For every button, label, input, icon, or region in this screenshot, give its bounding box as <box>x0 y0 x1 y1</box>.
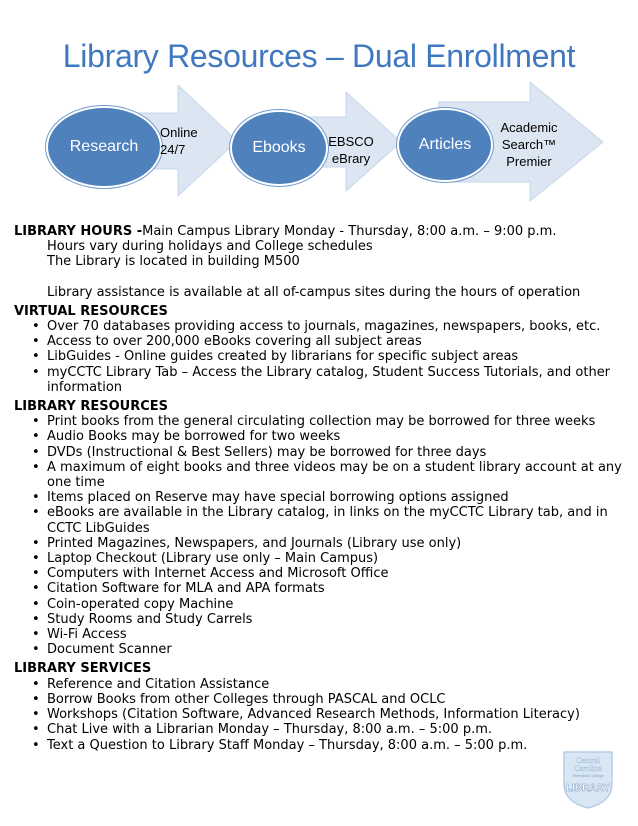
list-item: • myCCTC Library Tab – Access the Library catalog, Student Success Tutorials, and other information <box>47 365 628 395</box>
list-item: • Workshops (Citation Software, Advanced Research Methods, Information Literacy) <box>47 707 628 722</box>
arrow-2-line-1: EBSCO <box>328 134 374 149</box>
page-title: Library Resources – Dual Enrollment <box>62 38 576 74</box>
services-heading: LIBRARY SERVICES <box>14 661 152 677</box>
process-diagram <box>0 78 638 218</box>
list-item: • Reference and Citation Assistance <box>47 677 628 692</box>
list-item: • Text a Question to Library Staff Monday – Thursday, 8:00 a.m. – 5:00 p.m. <box>47 738 628 753</box>
list-item: • A maximum of eight books and three videos may be on a student library account at any one time <box>47 460 628 490</box>
hours-line-2: Hours vary during holidays and College schedules <box>47 239 373 255</box>
arrow-1-line-1: Online <box>160 125 198 140</box>
list-item: • Laptop Checkout (Library use only – Main Campus) <box>47 551 628 566</box>
list-item: • Borrow Books from other Colleges through PASCAL and OCLC <box>47 692 628 707</box>
arrow-text-2 <box>328 133 374 167</box>
list-item: • Over 70 databases providing access to journals, magazines, newspapers, books, etc. <box>47 319 628 334</box>
arrow-3-line-3: Premier <box>506 154 552 169</box>
hours-line-4: Library assistance is available at all of-campus sites during the hours of operation <box>47 284 581 300</box>
arrow-1-line-2: 24/7 <box>160 142 186 157</box>
list-item: • Chat Live with a Librarian Monday – Thursday, 8:00 a.m. – 5:00 p.m. <box>47 722 628 737</box>
list-item: • DVDs (Instructional & Best Sellers) may be borrowed for three days <box>47 445 628 460</box>
arrow-3-line-2: Search™ <box>501 137 557 152</box>
hours-line <box>14 224 628 239</box>
services-list <box>14 677 628 753</box>
logo-word: LIBRARY <box>565 783 611 794</box>
virtual-list <box>14 319 628 395</box>
list-item: • Wi-Fi Access <box>47 627 628 642</box>
arrow-text-1 <box>160 124 198 158</box>
list-item: • eBooks are available in the Library catalog, in links on the myCCTC Library tab, and in CCTC LibGuides <box>47 505 628 535</box>
list-item: • LibGuides - Online guides created by librarians for specific subject areas <box>47 349 628 364</box>
logo-line-2: Carolina <box>574 764 602 773</box>
logo-line-1: Central <box>576 756 600 765</box>
list-item: • Items placed on Reserve may have special borrowing options assigned <box>47 490 628 505</box>
list-item: • Print books from the general circulating collection may be borrowed for three weeks <box>47 414 628 429</box>
list-item: • Printed Magazines, Newspapers, and Journals (Library use only) <box>47 536 628 551</box>
arrow-3-line-1: Academic <box>500 120 558 135</box>
list-item: • Citation Software for MLA and APA formats <box>47 581 628 596</box>
list-item: • Document Scanner <box>47 642 628 657</box>
resources-heading: LIBRARY RESOURCES <box>14 399 168 415</box>
hours-label: LIBRARY HOURS - <box>14 224 143 239</box>
virtual-heading: VIRTUAL RESOURCES <box>14 303 168 319</box>
list-item: • Audio Books may be borrowed for two weeks <box>47 429 628 444</box>
logo-line-3: Technical College <box>572 773 604 778</box>
list-item: • Study Rooms and Study Carrels <box>47 612 628 627</box>
list-item: • Coin-operated copy Machine <box>47 597 628 612</box>
circle-ebooks: Ebooks <box>230 110 328 186</box>
hours-line-3: The Library is located in building M500 <box>47 254 300 270</box>
arrow-text-3 <box>494 119 564 170</box>
circle-articles: Articles <box>397 108 493 182</box>
circle-research: Research <box>46 106 162 188</box>
hours-text: Main Campus Library Monday - Thursday, 8:00 a.m. – 9:00 p.m. <box>142 224 557 239</box>
resources-list <box>14 414 628 657</box>
arrow-2-line-2: eBrary <box>331 151 371 166</box>
list-item: • Access to over 200,000 eBooks covering all subject areas <box>47 334 628 349</box>
page-content <box>14 224 628 753</box>
library-logo <box>560 748 616 810</box>
list-item: • Computers with Internet Access and Microsoft Office <box>47 566 628 581</box>
